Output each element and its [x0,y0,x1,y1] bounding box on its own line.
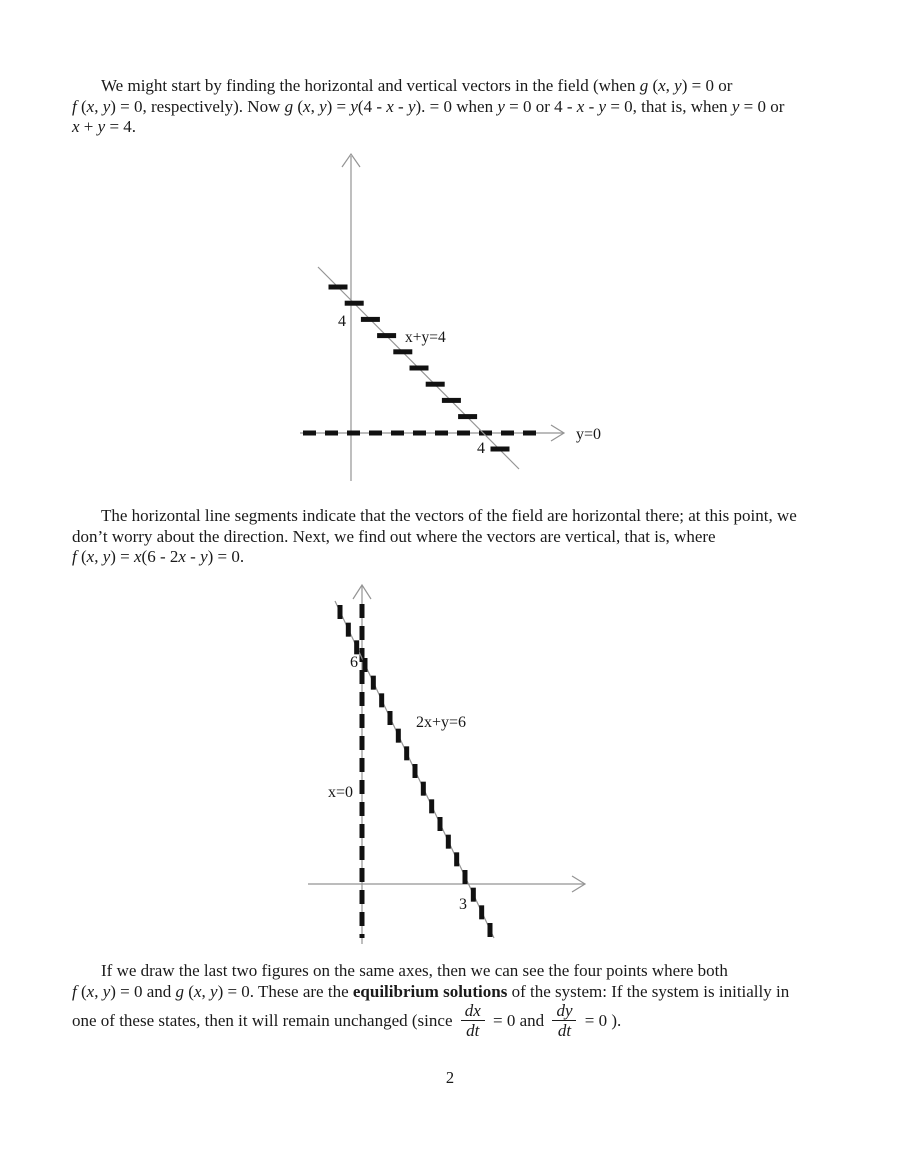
fig1-x-intercept-label: 4 [477,440,485,457]
paragraph-1-line-2: f (x, y) = 0, respectively). Now g (x, y) = y(4 - x - y). = 0 when y = 0 or 4 - x - y = 0, that is, when y = 0 or [72,97,785,116]
fig2-line-equation-label: 2x+y=6 [416,714,467,731]
paragraph-2-line-1: The horizontal line segments indicate that the vectors of the field are horizontal there; at this point, we [101,506,797,525]
fig2-y-axis-equation-label: x=0 [327,784,353,801]
paragraph-2-line-2: don’t worry about the direction. Next, we find out where the vectors are vertical, that is, where [72,527,716,546]
inline-fraction: $\frac{dy}{dt}$ [552,1001,576,1040]
inline-fraction: $\frac{dx}{dt}$ [461,1001,485,1040]
fig1-x-axis-equation-label: y=0 [576,426,602,443]
paragraph-1-line-1: We might start by finding the horizontal and vertical vectors in the field (when g (x, y) = 0 or [101,76,733,95]
paragraph-1-line-3: x + y = 4. [72,117,137,136]
fig2-y-intercept-label: 6 [350,654,358,671]
figure-1-nullclines-g [295,148,625,488]
fig1-horizontal-vector-dashes [329,285,510,452]
figure-2-nullclines-f [300,578,610,950]
paragraph-2-line-3: f (x, y) = x(6 - 2x - y) = 0. [72,547,245,566]
paragraph-3-line-2: f (x, y) = 0 and g (x, y) = 0. These are the equilibrium solutions of the system: If the system is initially in [72,982,790,1001]
fig1-y-intercept-label: 4 [338,313,346,330]
paragraph-3-line-3: one of these states, then it will remain unchanged (since $\frac{dx}{dt}$ = 0 and $\frac{dy}{dt}$ = 0 ). [72,1000,622,1040]
fig1-line-equation-label: x+y=4 [405,329,446,346]
page-number: 2 [445,1068,455,1087]
fig2-x-intercept-label: 3 [459,896,467,913]
paragraph-3-line-1: If we draw the last two figures on the same axes, then we can see the four points where both [101,961,728,980]
